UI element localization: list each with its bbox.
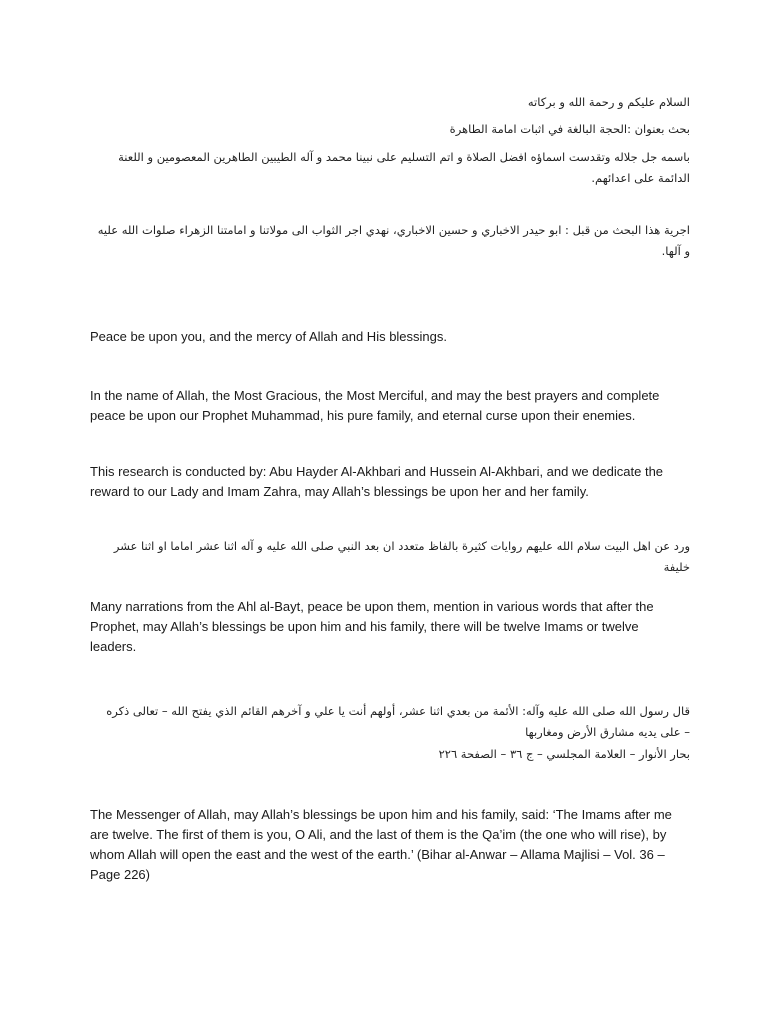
arabic-basmala: باسمه جل جلاله وتقدست اسماؤه افضل الصلاة و اتم التسليم على نبينا محمد و آله الطيبين الطاهرين المعصومين و اللعنة الدائمة على اعدائهم. xyxy=(118,150,690,185)
arabic-reference: بحار الأنوار – العلامة المجلسي – ج ٣٦ – الصفحة ٢٢٦ xyxy=(438,747,690,761)
english-greeting: Peace be upon you, and the mercy of Allah and His blessings. xyxy=(90,329,447,344)
arabic-narrations: ورد عن اهل البيت سلام الله عليهم روايات كثيرة بالفاظ متعدد ان بعد النبي صلى الله عليه و آله اثنا عشر اماما او اثنا عشر خليفة xyxy=(113,539,690,574)
arabic-hadith: قال رسول الله صلى الله عليه وآله: الأئمة من بعدي اثنا عشر، أولهم أنت يا علي و آخرهم القائم الذي يفتح الله – تعالى ذكره – على يديه مشارق الأرض ومغاربها xyxy=(106,704,690,739)
arabic-title: بحث بعنوان :الحجة البالغة في اثبات امامة الطاهرة xyxy=(449,122,690,136)
english-hadith: The Messenger of Allah, may Allah’s blessings be upon him and his family, said: ‘The Imams after me are twelve. The first of them is you, O Ali, and the last of them is the Qa’im (the one who will rise), by whom Allah will open the east and the west of the earth.’ (Bihar al-Anwar – Allama Majlisi – Vol. 36 – Page 226) xyxy=(90,807,672,882)
english-narrations: Many narrations from the Ahl al-Bayt, peace be upon them, mention in various words that after the Prophet, may Allah’s blessings be upon him and his family, there will be twelve Imams or twelve leaders. xyxy=(90,599,654,654)
arabic-greeting: السلام عليكم و رحمة الله و بركاته xyxy=(527,95,690,109)
english-basmala: In the name of Allah, the Most Gracious, the Most Merciful, and may the best prayers and complete peace be upon our Prophet Muhammad, his pure family, and eternal curse upon their enemies. xyxy=(90,388,660,423)
arabic-authors: اجرية هذا البحث من قبل : ابو حيدر الاخباري و حسين الاخباري، نهدي اجر الثواب الى مولاتنا و امامتنا الزهراء صلوات الله عليه و آلها. xyxy=(97,223,690,258)
english-authors: This research is conducted by: Abu Hayder Al-Akhbari and Hussein Al-Akhbari, and we dedicate the reward to our Lady and Imam Zahra, may Allah’s blessings be upon her and her family. xyxy=(90,464,664,499)
